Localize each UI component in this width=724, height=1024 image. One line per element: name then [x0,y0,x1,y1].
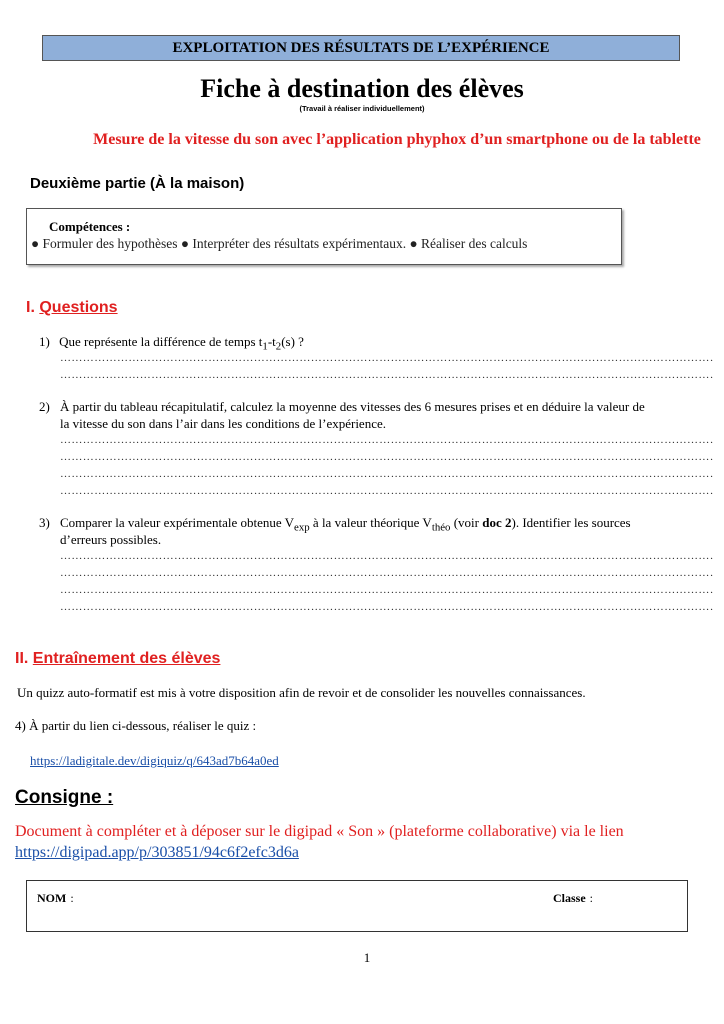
question-1-number: 1) [39,334,50,349]
header-banner: EXPLOITATION DES RÉSULTATS DE L’EXPÉRIENCE [42,35,680,61]
question-3-line2: d’erreurs possibles. [60,532,162,547]
question-3-line1: Comparer la valeur expérimentale obtenue $V_{exp}$ à la valeur théorique $V_{théo}$ (voir doc 2). Identifier les sources [60,515,631,534]
name-class-box [26,880,688,932]
class-label: Classe [553,891,586,905]
answer-line[interactable] [60,599,714,616]
subtitle: Mesure de la vitesse du son avec l’application phyphox d’un smartphone ou de la tablette [93,131,701,148]
page-title: Fiche à destination des élèves [200,74,524,103]
answer-line[interactable] [60,548,714,565]
consigne-text: Document à compléter et à déposer sur le digipad « Son » (plateforme collaborative) via le lien [15,823,624,840]
answer-line[interactable] [60,432,714,449]
answer-line[interactable] [60,483,714,500]
answer-line[interactable] [60,565,714,582]
quiz-intro: Un quizz auto-formatif est mis à votre disposition afin de revoir et de consolider les nouvelles connaissances. [17,685,586,700]
answer-line[interactable] [60,350,714,367]
section1-title: Questions [39,299,118,316]
part-heading: Deuxième partie (À la maison) [30,175,245,192]
question-2-line1: À partir du tableau récapitulatif, calculez la moyenne des vitesses des 6 mesures prises et en déduire la valeur de [60,399,645,414]
quiz-link[interactable]: https://ladigitale.dev/digiquiz/q/643ad7b64a0ed [30,753,279,768]
competences-label: Compétences : [49,219,131,234]
question-2-number: 2) [39,399,50,414]
question-3-number: 3) [39,515,50,530]
answer-line[interactable] [60,449,714,466]
consigne-heading: Consigne : [15,787,114,808]
question-1-text: Que représente la différence de temps $t_1-t_2(s)$ ? [59,334,304,353]
section1-number: I. [26,299,35,316]
section1-heading [26,299,118,317]
work-note: (Travail à réaliser individuellement) [299,104,425,113]
section2-number: II. [15,650,29,667]
section2-title: Entraînement des élèves [32,650,221,667]
question-4: 4) À partir du lien ci-dessous, réaliser le quiz : [15,718,257,733]
digipad-link[interactable]: https://digipad.app/p/303851/94c6f2efc3d6a [15,844,299,861]
class-field[interactable]: Classe : [553,891,594,905]
name-field[interactable]: NOM : [37,891,74,905]
answer-line[interactable] [60,582,714,599]
name-label: NOM [37,891,67,905]
competences-box [26,208,622,265]
answer-line[interactable] [60,466,714,483]
question-2-line2: la vitesse du son dans l’air dans les conditions de l’expérience. [60,416,386,431]
competences-list: ● Formuler des hypothèses ● Interpréter des résultats expérimentaux. ● Réaliser des calculs [31,236,528,251]
answer-line[interactable] [60,367,714,384]
section2-heading [15,650,220,668]
page-number: 1 [363,950,371,965]
